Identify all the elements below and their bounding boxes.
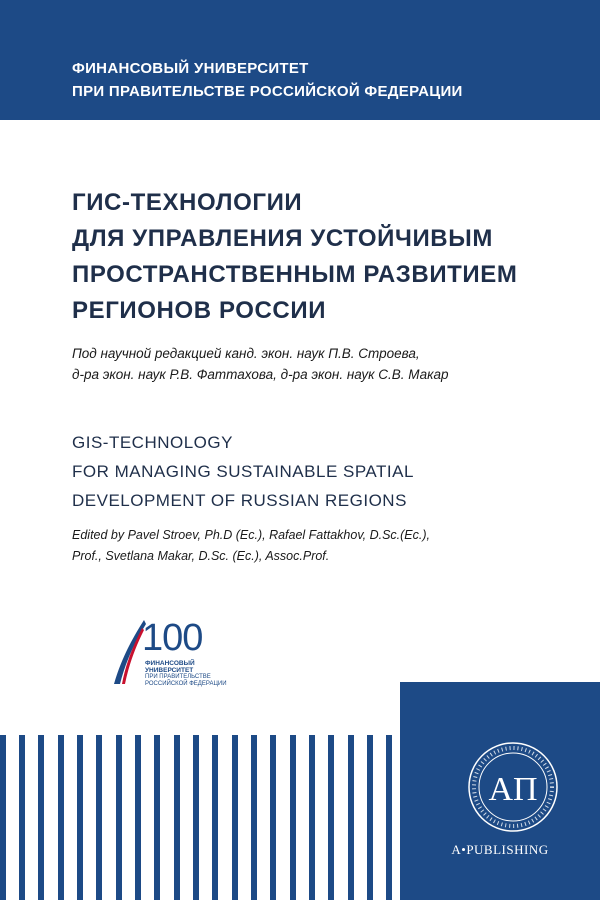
anniversary-caption-line-3: РОССИЙСКОЙ ФЕДЕРАЦИИ: [145, 681, 227, 687]
anniversary-caption-line-1: ФИНАНСОВЫЙ УНИВЕРСИТЕТ: [145, 660, 195, 674]
editors-russian: [72, 343, 449, 385]
university-name: [72, 57, 463, 103]
title-en-line-3: DEVELOPMENT OF RUSSIAN REGIONS: [72, 491, 407, 510]
decorative-stripes: [0, 735, 400, 900]
publisher-seal-icon: [466, 740, 560, 834]
editors-english: [72, 525, 430, 567]
anniversary-number: 100: [142, 617, 203, 659]
anniversary-caption-line-2: ПРИ ПРАВИТЕЛЬСТВЕ: [145, 674, 211, 680]
title-ru-line-3: ПРОСТРАНСТВЕННЫМ РАЗВИТИЕМ: [72, 261, 518, 288]
title-english: [72, 428, 414, 515]
university-line-2: ПРИ ПРАВИТЕЛЬСТВЕ РОССИЙСКОЙ ФЕДЕРАЦИИ: [72, 83, 463, 100]
title-ru-line-4: РЕГИОНОВ РОССИИ: [72, 297, 327, 324]
publisher-monogram: АП: [488, 771, 538, 808]
title-en-line-2: FOR MANAGING SUSTAINABLE SPATIAL: [72, 462, 414, 481]
anniversary-logo: [112, 618, 242, 688]
editors-ru-line-2: д-ра экон. наук Р.В. Фаттахова, д-ра экон. наук С.В. Макар: [72, 367, 449, 382]
title-en-line-1: GIS-TECHNOLOGY: [72, 433, 233, 452]
title-ru-line-1: ГИС-ТЕХНОЛОГИИ: [72, 189, 303, 216]
publisher-name: A•PUBLISHING: [451, 842, 549, 857]
title-russian: [72, 185, 517, 329]
editors-en-line-2: Prof., Svetlana Makar, D.Sc. (Ec.), Assoc.Prof.: [72, 549, 330, 563]
university-line-1: ФИНАНСОВЫЙ УНИВЕРСИТЕТ: [72, 60, 309, 77]
anniversary-caption: [145, 660, 242, 688]
title-ru-line-2: ДЛЯ УПРАВЛЕНИЯ УСТОЙЧИВЫМ: [72, 225, 493, 252]
editors-en-line-1: Edited by Pavel Stroev, Ph.D (Ec.), Rafael Fattakhov, D.Sc.(Ec.),: [72, 528, 431, 542]
editors-ru-line-1: Под научной редакцией канд. экон. наук П.В. Строева,: [72, 346, 420, 361]
